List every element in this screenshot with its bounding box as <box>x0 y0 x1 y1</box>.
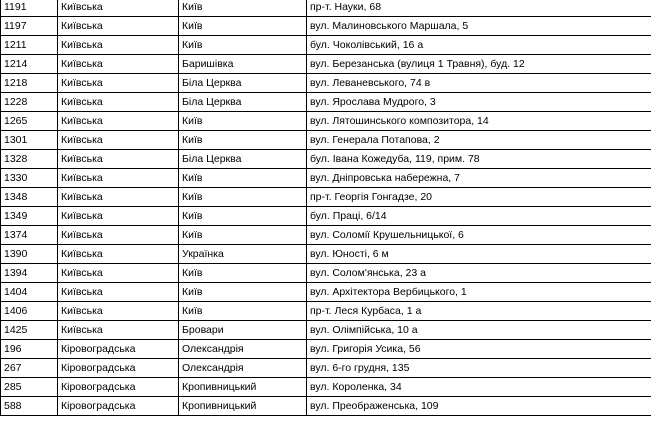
city-cell: Біла Церква <box>179 74 307 93</box>
address-cell: вул. Григорія Усика, 56 <box>307 340 651 359</box>
region-cell: Київська <box>58 207 179 226</box>
id-cell: 285 <box>1 378 58 397</box>
table-row <box>1 397 651 416</box>
city-cell: Київ <box>179 226 307 245</box>
id-cell: 1328 <box>1 150 58 169</box>
id-cell: 1349 <box>1 207 58 226</box>
table-row <box>1 226 651 245</box>
region-cell: Київська <box>58 36 179 55</box>
city-cell: Київ <box>179 207 307 226</box>
region-cell: Київська <box>58 74 179 93</box>
region-cell: Київська <box>58 321 179 340</box>
city-cell: Київ <box>179 169 307 188</box>
address-cell: бул. Івана Кожедуба, 119, прим. 78 <box>307 150 651 169</box>
address-cell: вул. Малиновського Маршала, 5 <box>307 17 651 36</box>
city-cell: Київ <box>179 112 307 131</box>
region-cell: Київська <box>58 226 179 245</box>
region-cell: Київська <box>58 264 179 283</box>
address-table-body <box>1 0 651 416</box>
city-cell: Київ <box>179 0 307 17</box>
id-cell: 267 <box>1 359 58 378</box>
id-cell: 1374 <box>1 226 58 245</box>
address-cell: пр-т. Леся Курбаса, 1 а <box>307 302 651 321</box>
id-cell: 196 <box>1 340 58 359</box>
region-cell: Київська <box>58 169 179 188</box>
city-cell: Українка <box>179 245 307 264</box>
city-cell: Київ <box>179 302 307 321</box>
address-cell: пр-т. Георгія Гонгадзе, 20 <box>307 188 651 207</box>
city-cell: Київ <box>179 17 307 36</box>
table-row <box>1 283 651 302</box>
address-cell: пр-т. Науки, 68 <box>307 0 651 17</box>
table-row <box>1 36 651 55</box>
address-cell: вул. Солом'янська, 23 а <box>307 264 651 283</box>
address-cell: вул. Березанська (вулиця 1 Травня), буд. 12 <box>307 55 651 74</box>
id-cell: 1390 <box>1 245 58 264</box>
address-cell: вул. Дніпровська набережна, 7 <box>307 169 651 188</box>
city-cell: Бровари <box>179 321 307 340</box>
address-cell: вул. Лятошинського композитора, 14 <box>307 112 651 131</box>
region-cell: Кіровоградська <box>58 397 179 416</box>
region-cell: Київська <box>58 17 179 36</box>
city-cell: Київ <box>179 188 307 207</box>
address-cell: вул. Короленка, 34 <box>307 378 651 397</box>
city-cell: Біла Церква <box>179 150 307 169</box>
city-cell: Кропивницький <box>179 397 307 416</box>
table-row <box>1 169 651 188</box>
region-cell: Кіровоградська <box>58 378 179 397</box>
region-cell: Київська <box>58 150 179 169</box>
id-cell: 1228 <box>1 93 58 112</box>
region-cell: Кіровоградська <box>58 359 179 378</box>
region-cell: Київська <box>58 245 179 264</box>
table-row <box>1 150 651 169</box>
city-cell: Олександрія <box>179 340 307 359</box>
address-cell: вул. Генерала Потапова, 2 <box>307 131 651 150</box>
address-cell: вул. 6-го грудня, 135 <box>307 359 651 378</box>
table-row <box>1 321 651 340</box>
city-cell: Біла Церква <box>179 93 307 112</box>
table-row <box>1 112 651 131</box>
region-cell: Київська <box>58 131 179 150</box>
region-cell: Київська <box>58 55 179 74</box>
table-row <box>1 245 651 264</box>
address-cell: вул. Ярослава Мудрого, 3 <box>307 93 651 112</box>
table-row <box>1 74 651 93</box>
region-cell: Київська <box>58 93 179 112</box>
region-cell: Київська <box>58 0 179 17</box>
table-row <box>1 0 651 17</box>
id-cell: 1406 <box>1 302 58 321</box>
region-cell: Київська <box>58 188 179 207</box>
id-cell: 1214 <box>1 55 58 74</box>
address-cell: вул. Леваневського, 74 в <box>307 74 651 93</box>
city-cell: Кропивницький <box>179 378 307 397</box>
city-cell: Київ <box>179 131 307 150</box>
table-row <box>1 264 651 283</box>
table-row <box>1 55 651 74</box>
table-row <box>1 340 651 359</box>
id-cell: 1211 <box>1 36 58 55</box>
table-row <box>1 378 651 397</box>
id-cell: 1394 <box>1 264 58 283</box>
address-cell: бул. Праці, 6/14 <box>307 207 651 226</box>
city-cell: Київ <box>179 283 307 302</box>
region-cell: Київська <box>58 302 179 321</box>
id-cell: 588 <box>1 397 58 416</box>
id-cell: 1265 <box>1 112 58 131</box>
id-cell: 1425 <box>1 321 58 340</box>
id-cell: 1330 <box>1 169 58 188</box>
table-row <box>1 17 651 36</box>
table-row <box>1 302 651 321</box>
city-cell: Баришівка <box>179 55 307 74</box>
city-cell: Київ <box>179 264 307 283</box>
id-cell: 1191 <box>1 0 58 17</box>
region-cell: Кіровоградська <box>58 340 179 359</box>
city-cell: Київ <box>179 36 307 55</box>
id-cell: 1301 <box>1 131 58 150</box>
table-row <box>1 188 651 207</box>
id-cell: 1218 <box>1 74 58 93</box>
id-cell: 1197 <box>1 17 58 36</box>
table-row <box>1 207 651 226</box>
address-cell: вул. Преображенська, 109 <box>307 397 651 416</box>
region-cell: Київська <box>58 112 179 131</box>
address-cell: вул. Соломії Крушельницької, 6 <box>307 226 651 245</box>
city-cell: Олександрія <box>179 359 307 378</box>
address-cell: вул. Юності, 6 м <box>307 245 651 264</box>
address-cell: вул. Архітектора Вербицького, 1 <box>307 283 651 302</box>
region-cell: Київська <box>58 283 179 302</box>
table-row <box>1 131 651 150</box>
table-row <box>1 93 651 112</box>
id-cell: 1348 <box>1 188 58 207</box>
table-row <box>1 359 651 378</box>
address-cell: бул. Чоколівський, 16 а <box>307 36 651 55</box>
id-cell: 1404 <box>1 283 58 302</box>
address-cell: вул. Олімпійська, 10 а <box>307 321 651 340</box>
